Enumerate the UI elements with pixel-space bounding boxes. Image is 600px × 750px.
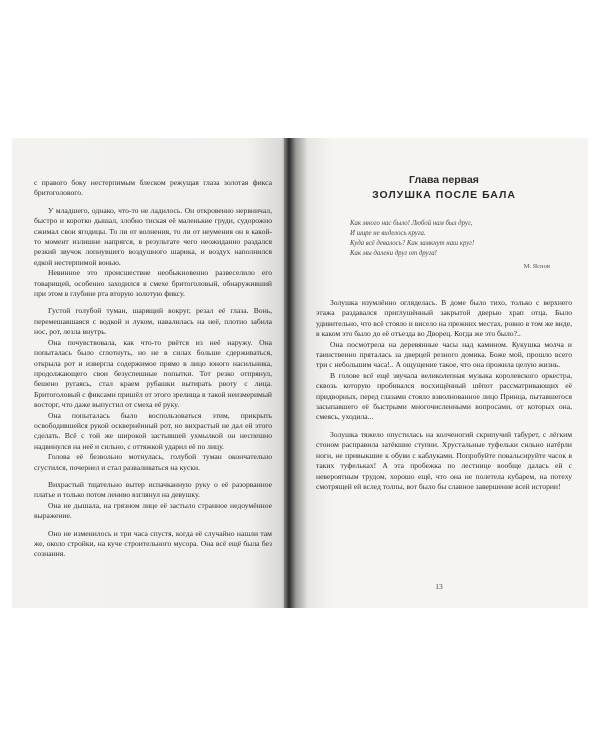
epigraph-line: И шире не виделось круга. bbox=[350, 230, 426, 237]
left-paragraph: Густой голубой туман, шарящий вокруг, резал её глаза. Вонь, перемешавшаяся с водкой и луком, навалилась на неё, плотно забила нос, рот, лезла внутрь. bbox=[34, 306, 272, 337]
right-paragraph: Золушка изумлённо огляделась. В доме было тихо, только с верхнего этажа раздавался приглушённый закрытой дверью храп отца. Было удивительно, что всё стояло и висело на прежних местах, ровно в том же виде, в каком это было до её отъезда во Дворец. Когда же это было?.. bbox=[316, 298, 572, 339]
left-paragraph: Оно не изменилось и три часа спустя, когда её случайно нашли там же, около стройки, на куче строительного мусора. Она всё ещё была без сознания. bbox=[34, 528, 272, 559]
left-paragraph: Она почувствовала, как что-то рвётся из неё наружу. Она попыталась было сглотнуть, но не в силах больше сдерживаться, открыла рот и извергла содержимое прямо в лицо юного насильника, продолжающего свои безуспешные попытки. Тот резко отпрянул, бешено ругаясь, стал краем рубашки вытирать рвоту с лица. Бритоголовый с фиксами пришёл от этого зрелища в такой неизмеримый восторг, что даже выпустил от смеха её руку. bbox=[34, 337, 272, 410]
left-paragraph: Невинное это происшествие необыкновенно развеселило его товарищей, особенно заходился в смехе бритоголовый, обнаруживший при этом в глубине рта вторую золотую фиксу. bbox=[34, 268, 272, 299]
left-paragraph: с правого боку нестерпимым блеском режущая глаза золотая фикса бритоголового. bbox=[34, 178, 272, 198]
chapter-title: ЗОЛУШКА ПОСЛЕ БАЛА bbox=[372, 189, 516, 201]
epigraph-author: М. Яснов bbox=[523, 263, 550, 270]
right-page-text bbox=[316, 298, 572, 492]
right-paragraph: Она посмотрела на деревянные часы над камином. Кукушка молча и таинственно пряталась за дверцей резного домика. Боже мой, прошло всего три с небольшим часа!.. А ощущение такое, что она прожила целую жизнь. bbox=[316, 339, 572, 370]
epigraph bbox=[350, 219, 550, 272]
book-spread bbox=[0, 138, 600, 608]
left-paragraph: Вихрастый тщательно вытер испачканную руку о её разорванное платье и только потом лениво взглянул на девушку. bbox=[34, 479, 272, 500]
left-page bbox=[12, 138, 290, 608]
chapter-label: Глава первая bbox=[409, 174, 479, 186]
right-paragraph: Золушка тяжело опустилась на колченогий скрипучий табурет, с лёгким стоном расправила затёкшие ступни. Хрустальные туфельки сильно натёрли ноги, не привыкшие к обуви с каблуками. Попробуйте повальсируйте часок в таких туфельках! А эта пробежка по лестнице вообще далась ей с невероятным трудом, хорошо ещё, что она не полетела кубарем, на потеху смотрящей ей вслед толпы, вот было бы славное завершение всей истории! bbox=[316, 429, 572, 491]
left-paragraph: У младшего, однако, что-то не ладилось. Он откровенно нервничал, быстро и коротко дышал, злобно тиская её маленькие груди, судорожно сжимал свои ягодицы. То ли от волнения, то ли от неумения он в какой-то момент излишне напрягся, в результате чего неожиданно раздался резкий звучок лопнувшего воздушного шарика, и воздух наполнился едкой нестерпимой вонью. bbox=[34, 205, 272, 267]
left-paragraph: Она не дышала, на грязном лице её застыло странное недоумённое выражение. bbox=[34, 500, 272, 521]
left-page-text bbox=[34, 178, 272, 560]
epigraph-line: Как много нас было! Любой нам был друг, bbox=[350, 220, 473, 227]
left-paragraph: Голова её безвольно мотнулась, голубой туман окончательно сгустился, почернел и стал разваливаться на куски. bbox=[34, 452, 272, 472]
epigraph-line: Как мы далеки друг от друга! bbox=[350, 250, 437, 257]
left-paragraph: Она попыталась было воспользоваться этим, прикрыть освободившейся рукой осквернённый рот, но вихрастый не дал ей этого сделать. Всё с той же широкой застывшей ухмылкой он неспешно надвинулся на неё и сильно, с оттяжкой ударил её по лицу. bbox=[34, 410, 272, 451]
epigraph-line: Куда всё девалось? Как замкнут наш круг! bbox=[350, 240, 475, 247]
right-paragraph: В голове всё ещё звучала великолепная музыка королевского оркестра, сквозь которую пробивался восхищённый шёпот рассматривающих её придворных, перед глазами стояло взволнованное лицо Принца, пытавшегося засыпавшего её быстрыми многочисленными вопросами, от которых она, смеясь, уходила... bbox=[316, 370, 572, 422]
right-page-content bbox=[316, 152, 572, 492]
right-page bbox=[290, 138, 588, 608]
page-number: 13 bbox=[435, 582, 443, 591]
